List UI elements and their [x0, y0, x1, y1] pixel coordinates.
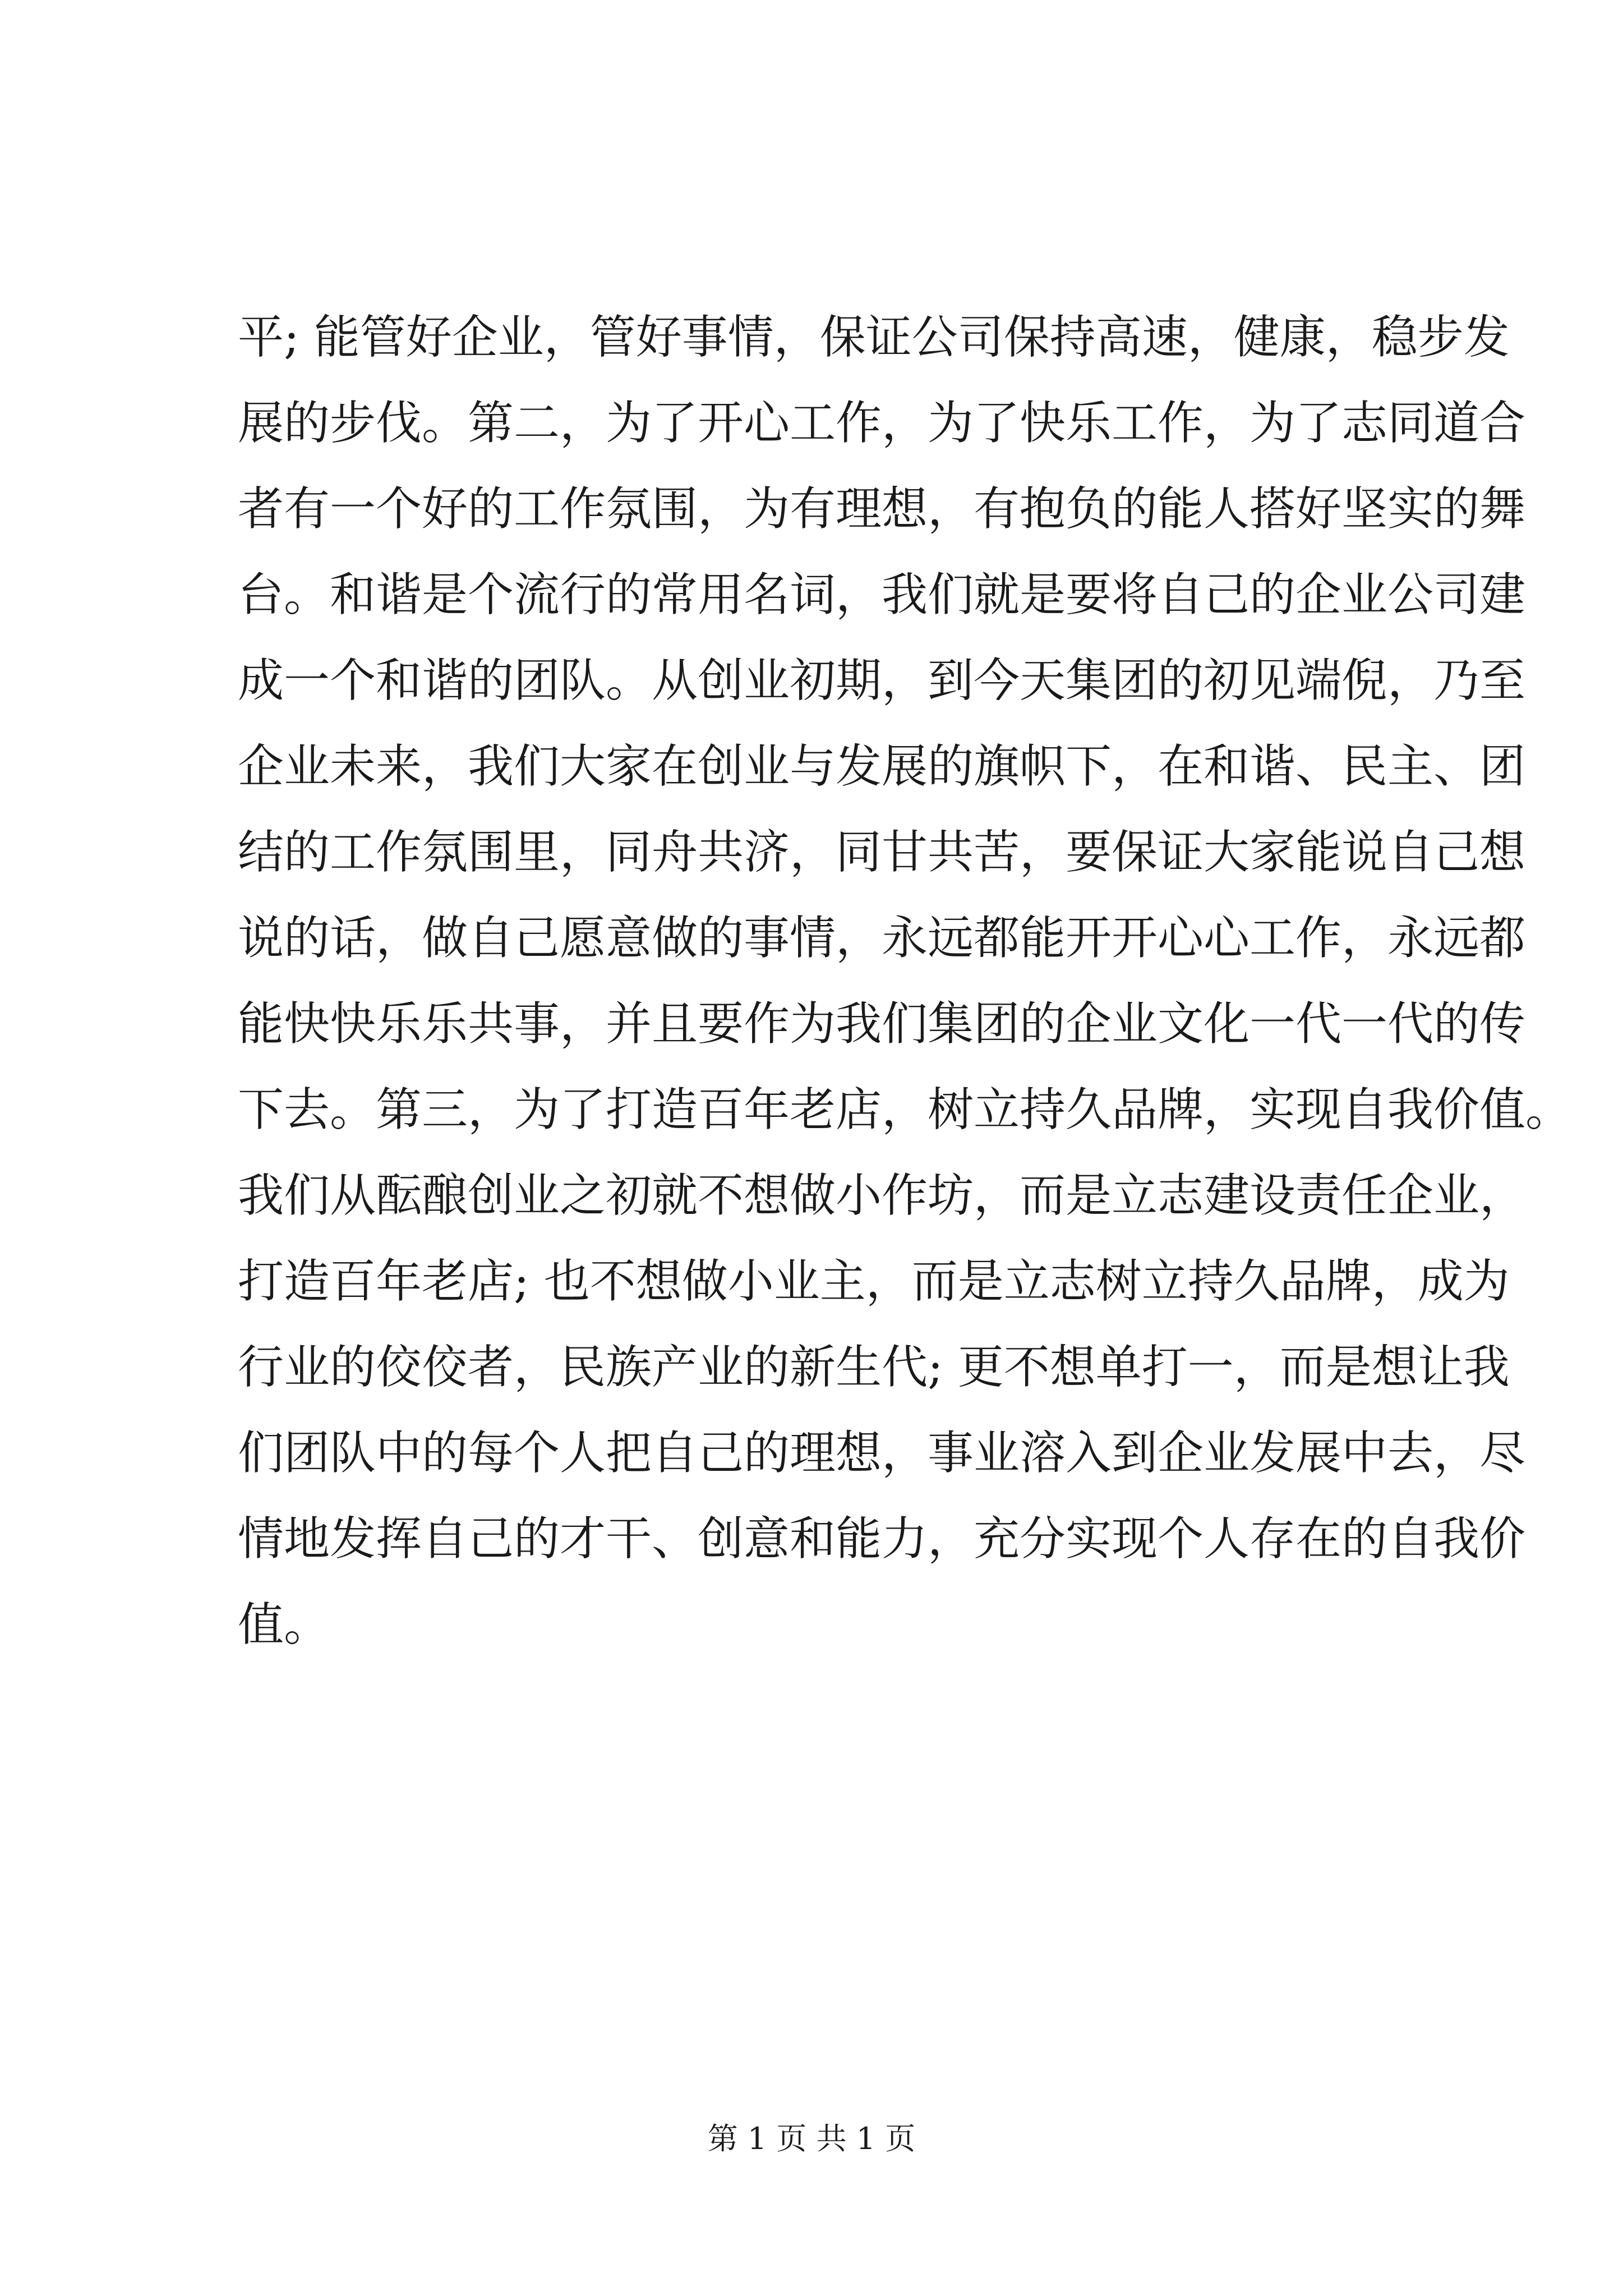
- text-line: 说的话，做自己愿意做的事情，永远都能开开心心工作，永远都: [238, 912, 1526, 965]
- text-line: 值。: [238, 1598, 330, 1651]
- text-line: 打造百年老店; 也不想做小业主，而是立志树立持久品牌，成为: [238, 1255, 1510, 1308]
- text-line: 情地发挥自己的才干、创意和能力，充分实现个人存在的自我价: [238, 1512, 1526, 1566]
- text-line: 成一个和谐的团队。从创业初期，到今天集团的初见端倪，乃至: [238, 654, 1526, 707]
- text-line: 展的步伐。第二，为了开心工作，为了快乐工作，为了志同道合: [238, 397, 1526, 450]
- text-line: 能快快乐乐共事，并且要作为我们集团的企业文化一代一代的传: [238, 997, 1526, 1051]
- text-line: 我们从酝酿创业之初就不想做小作坊，而是立志建设责任企业，: [238, 1169, 1526, 1222]
- text-line: 者有一个好的工作氛围，为有理想，有抱负的能人搭好坚实的舞: [238, 482, 1526, 536]
- page-footer: 第 1 页 共 1 页: [707, 2121, 916, 2156]
- body-text: [238, 295, 1572, 1668]
- text-line: 行业的佼佼者，民族产业的新生代; 更不想单打一，而是想让我: [238, 1341, 1510, 1394]
- text-line: 企业未来，我们大家在创业与发展的旗帜下，在和谐、民主、团: [238, 740, 1526, 793]
- text-line: 平; 能管好企业，管好事情，保证公司保持高速，健康，稳步发: [238, 311, 1510, 364]
- text-line: 结的工作氛围里，同舟共济，同甘共苦，要保证大家能说自己想: [238, 826, 1526, 879]
- text-line: 们团队中的每个人把自己的理想，事业溶入到企业发展中去，尽: [238, 1427, 1526, 1480]
- text-line: 台。和谐是个流行的常用名词，我们就是要将自己的企业公司建: [238, 568, 1526, 622]
- text-line: 下去。第三，为了打造百年老店，树立持久品牌，实现自我价值。: [238, 1083, 1572, 1137]
